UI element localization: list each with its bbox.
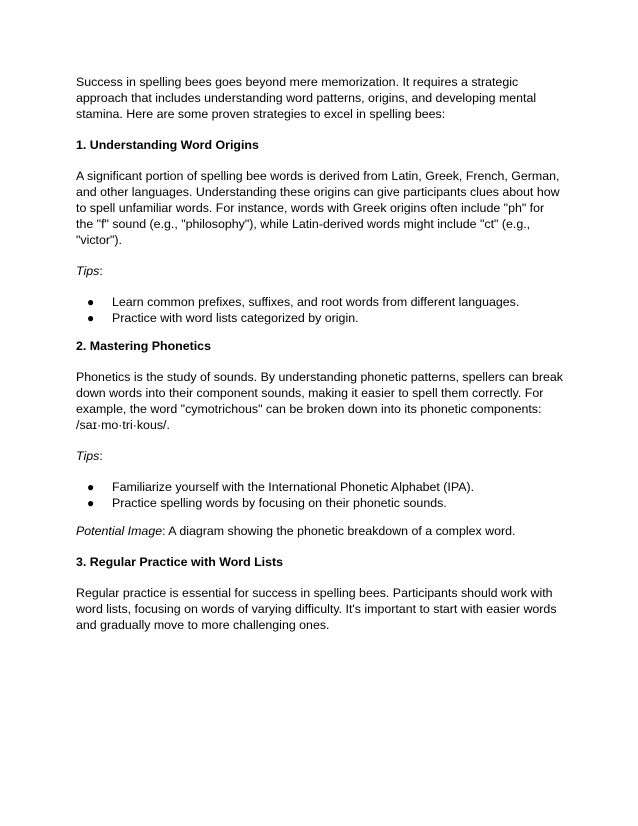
section-heading-phonetics: 2. Mastering Phonetics [76,339,211,353]
tips-label: Tips [76,264,100,278]
section-heading-word-origins: 1. Understanding Word Origins [76,138,259,152]
tips-colon: : [99,449,103,463]
tips-colon: : [99,264,103,278]
section-body-regular-practice: Regular practice is essential for success in spelling bees. Participants should work with word lists, focusing on words of varying difficulty. It's important to start with easier words and gradually move to more challenging ones. [76,586,557,632]
section-heading-regular-practice: 3. Regular Practice with Word Lists [76,555,284,569]
tips-label: Tips [76,449,100,463]
list-item-text: Familiarize yourself with the International Phonetic Alphabet (IPA). [112,480,475,494]
list-item-text: Learn common prefixes, suffixes, and root words from different languages. [112,295,520,309]
list-item [76,310,564,326]
section-body-word-origins: A significant portion of spelling bee words is derived from Latin, Greek, French, German, and other languages. Understanding these origins can give participants clues about how to spell unfamiliar words. For instance, words with Greek origins often include "ph" for the "f" sound (e.g., "philosophy"), while Latin-derived words might include "ct" (e.g., "victor"). [76,169,560,247]
list-item-text: Practice with word lists categorized by origin. [112,311,359,325]
tips-list-word-origins [76,294,564,326]
bullet-icon: ● [87,480,95,494]
note-label: Potential Image [76,524,163,538]
list-item [76,495,564,511]
tips-label-line [76,448,564,464]
intro-paragraph: Success in spelling bees goes beyond mere memorization. It requires a strategic approach that includes understanding word patterns, origins, and developing mental stamina. Here are some proven strategies to excel in spelling bees: [76,75,537,121]
document-page [76,74,564,648]
bullet-icon: ● [87,295,95,309]
tips-list-phonetics [76,479,564,511]
list-item [76,294,564,310]
note-text: : A diagram showing the phonetic breakdown of a complex word. [162,524,516,538]
list-item [76,479,564,495]
potential-image-note [76,523,564,539]
tips-label-line [76,263,564,279]
bullet-icon: ● [87,496,95,510]
section-body-phonetics: Phonetics is the study of sounds. By understanding phonetic patterns, spellers can break down words into their component sounds, making it easier to spell them correctly. For example, the word "cymotrichous" can be broken down into its phonetic components: /saɪ·mo·tri·kous/. [76,370,563,432]
bullet-icon: ● [87,311,95,325]
list-item-text: Practice spelling words by focusing on their phonetic sounds. [112,496,447,510]
